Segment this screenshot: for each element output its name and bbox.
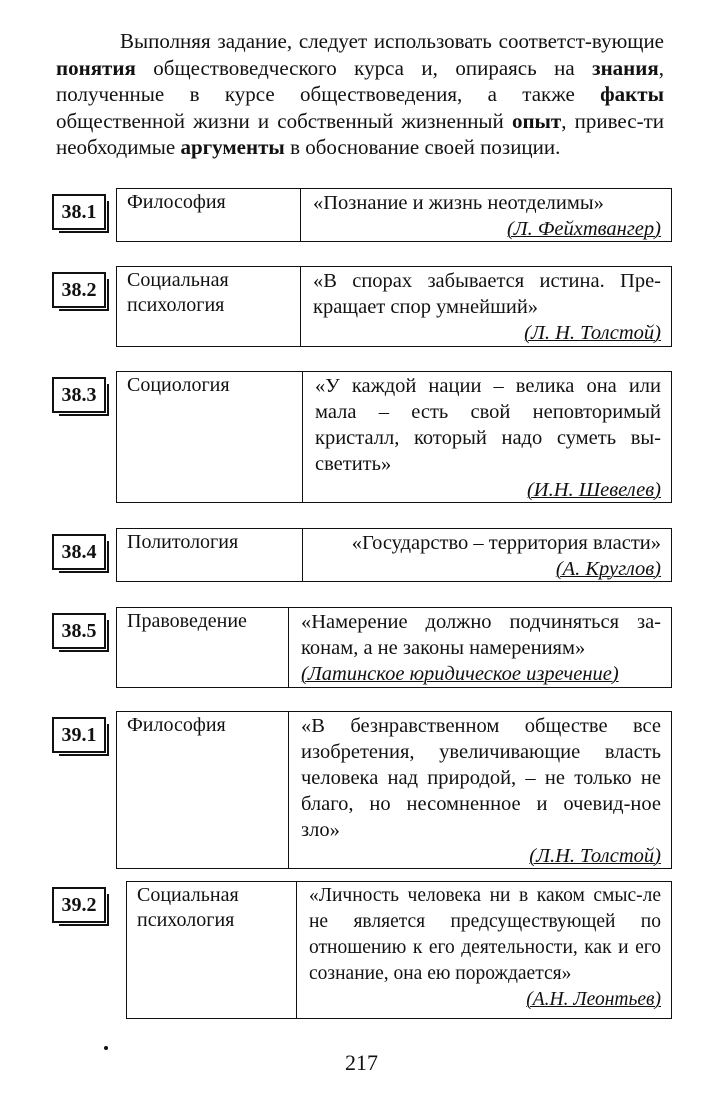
quote-author: (Л. Н. Толстой) (524, 322, 661, 344)
task-subject: Философия (117, 189, 301, 241)
quote-author: (Л. Фейхтвангер) (506, 218, 661, 240)
task-subject: Социология (117, 372, 303, 502)
task-quote (289, 608, 671, 687)
instructions-text-part: в обоснование своей позиции. (284, 135, 561, 159)
keyword-experience: опыт (511, 108, 562, 133)
task-subject: Философия (117, 712, 289, 868)
task-number: 38.1 (52, 194, 106, 230)
quote-text: «В спорах забывается истина. Пре-кращает спор умнейший» (313, 270, 661, 318)
quote-author: (А.Н. Леонтьев) (526, 989, 661, 1010)
instructions-text-part: Выполняя задание, следует использовать соответст-вующие (120, 29, 664, 53)
task-quote (303, 529, 671, 581)
task-quote (289, 712, 671, 868)
task-number: 38.4 (52, 534, 106, 570)
task-quote (297, 882, 671, 1018)
quote-text: «Личность человека ни в каком смыс-ле не является предсуществующей по отношению к его деятельности, как и его сознание, она ею порождается» (309, 885, 661, 984)
task-row (116, 528, 672, 582)
task-quote (301, 267, 671, 346)
quote-text: «Познание и жизнь неотделимы» (313, 192, 604, 214)
instructions-text-part: общественной жизни и собственный жизненный (56, 108, 512, 133)
task-subject: Социальная психология (117, 267, 301, 346)
task-row (116, 266, 672, 347)
instructions-text-part: , полученные в курсе обществоведения, а также (56, 55, 664, 106)
instructions-text (56, 28, 664, 161)
quote-author: (И.Н. Шевелев) (526, 479, 661, 501)
instructions-text-part: , привес-ти необходимые (56, 108, 664, 159)
task-subject: Социальная психология (127, 882, 297, 1018)
quote-text: «У каждой нации – велика она или мала – есть свой неповторимый кристалл, который надо суметь вы-светить» (315, 375, 661, 475)
task-number: 38.2 (52, 272, 106, 308)
task-subject: Правоведение (117, 608, 289, 687)
page-number: 217 (345, 1050, 378, 1075)
task-row (116, 371, 672, 503)
task-number: 38.5 (52, 613, 106, 649)
task-number: 39.2 (52, 887, 106, 923)
quote-author: (Латинское юридическое изречение) (301, 663, 619, 685)
quote-author: (А. Круглов) (555, 558, 661, 580)
instructions-paragraph (56, 28, 664, 161)
keyword-arguments: аргументы (180, 135, 285, 159)
quote-author: (Л.Н. Толстой) (529, 845, 661, 867)
task-subject: Политология (117, 529, 303, 581)
task-quote (303, 372, 671, 502)
quote-text: «В безнравственном обществе все изобретения, увеличивающие власть человека над природой, – не только не благо, но несомненное и очевид-ное зло» (301, 715, 661, 841)
task-row (116, 711, 672, 869)
keyword-knowledge: знания (592, 55, 659, 80)
quote-text: «Государство – территория власти» (351, 532, 661, 554)
task-row (126, 881, 672, 1019)
task-quote (301, 189, 671, 241)
task-number: 38.3 (52, 377, 106, 413)
quote-text: «Намерение должно подчиняться за-конам, а не законы намерениям» (301, 611, 661, 659)
keyword-facts: факты (600, 82, 664, 106)
task-number: 39.1 (52, 717, 106, 753)
keyword-concepts: понятия (56, 55, 136, 80)
instructions-text-part: обществоведческого курса и, опираясь на (135, 55, 593, 80)
task-row (116, 188, 672, 242)
task-row (116, 607, 672, 688)
